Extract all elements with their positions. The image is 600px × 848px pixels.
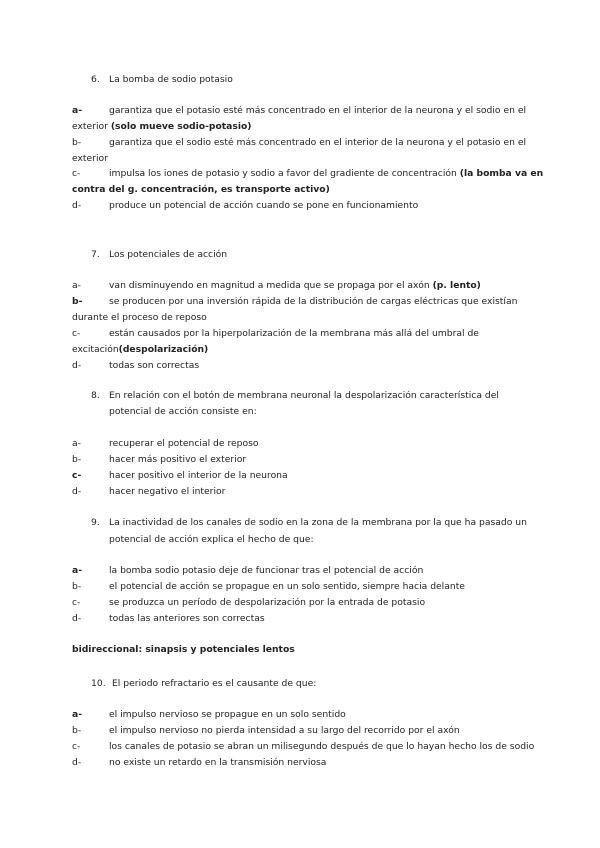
q6-option-b-cont: exterior	[72, 153, 108, 164]
q10-option-a-letter: a-	[72, 709, 83, 720]
q6-option-c-text: impulsa los iones de potasio y sodio a favor del gradiente de concentración	[109, 168, 457, 179]
q8-option-d	[72, 484, 550, 500]
q6-option-a-text: garantiza que el potasio esté más concentrado en el interior de la neurona y el sodio en el	[109, 105, 527, 116]
q10-option-a	[72, 707, 550, 723]
question-8-text-1: En relación con el botón de membrana neuronal la despolarización característica del	[109, 390, 499, 401]
q8-option-c-text: hacer positivo el interior de la neurona	[109, 470, 288, 481]
q10-option-c-text: los canales de potasio se abran un milisegundo después de que lo hayan hecho los de sodio	[109, 741, 535, 752]
question-6-number: 6.	[91, 74, 100, 85]
question-10-text: El periodo refractario es el causante de que:	[112, 678, 317, 689]
q9-option-b-letter: b-	[72, 581, 82, 592]
q7-option-c-note: (despolarización)	[118, 344, 209, 355]
q9-option-c-letter: c-	[72, 597, 81, 608]
question-10-number: 10.	[91, 678, 106, 689]
q6-option-a	[72, 103, 550, 119]
q7-option-b-continuation	[72, 310, 550, 326]
q10-option-b-text: el impulso nervioso no pierda intensidad a su largo del recorrido por el axón	[109, 725, 460, 736]
q7-option-a-note: (p. lento)	[432, 280, 481, 291]
question-9-text-1: La inactividad de los canales de sodio en la zona de la membrana por la que ha pasado un	[109, 517, 527, 528]
note-bidireccional: bidireccional: sinapsis y potenciales lentos	[72, 644, 295, 655]
q10-option-d-letter: d-	[72, 757, 82, 768]
q8-option-c	[72, 468, 550, 484]
q6-option-b-continuation	[72, 151, 550, 167]
question-8-text-2: potencial de acción consiste en:	[109, 406, 257, 417]
q10-option-b	[72, 723, 550, 739]
q6-option-c-letter: c-	[72, 168, 81, 179]
question-7-number: 7.	[91, 249, 100, 260]
q9-option-d-text: todas las anteriores son correctas	[109, 613, 265, 624]
q9-option-b-text: el potencial de acción se propague en un solo sentido, siempre hacia delante	[109, 581, 465, 592]
question-7-text: Los potenciales de acción	[109, 249, 228, 260]
q7-option-d-letter: d-	[72, 360, 82, 371]
q7-option-a-letter: a-	[72, 280, 81, 291]
q8-option-d-letter: d-	[72, 486, 82, 497]
q7-option-c-text: están causados por la hiperpolarización de la membrana más allá del umbral de	[109, 328, 479, 339]
q6-option-b-text: garantiza que el sodio esté más concentrado en el interior de la neurona y el potasio en el	[109, 137, 527, 148]
q9-option-c	[72, 595, 550, 611]
q8-option-b	[72, 452, 550, 468]
q7-option-c-continuation	[72, 342, 550, 358]
q7-option-b-text: se producen por una inversión rápida de la distribución de cargas eléctricas que existían	[109, 296, 518, 307]
q7-option-a	[72, 278, 550, 294]
question-9-text-2: potencial de acción explica el hecho de que:	[109, 534, 314, 545]
q8-option-d-text: hacer negativo el interior	[109, 486, 226, 497]
q8-option-c-letter: c-	[72, 470, 82, 481]
q7-option-b-letter: b-	[72, 296, 83, 307]
q10-option-a-text: el impulso nervioso se propague en un solo sentido	[109, 709, 346, 720]
q7-option-b	[72, 294, 550, 310]
q9-option-c-text: se produzca un período de despolarización por la entrada de potasio	[109, 597, 426, 608]
q8-option-a-letter: a-	[72, 438, 81, 449]
question-9-number: 9.	[91, 517, 100, 528]
q9-option-d-letter: d-	[72, 613, 82, 624]
q7-option-c	[72, 326, 550, 342]
q10-option-d-text: no existe un retardo en la transmisión nerviosa	[109, 757, 327, 768]
q7-option-c-cont: excitación	[72, 344, 119, 355]
q9-option-a-text: la bomba sodio potasio deje de funcionar tras el potencial de acción	[109, 565, 424, 576]
q7-option-b-cont: durante el proceso de reposo	[72, 312, 207, 323]
q8-option-b-letter: b-	[72, 454, 82, 465]
question-8-number: 8.	[91, 390, 100, 401]
q6-option-d	[72, 198, 550, 214]
q9-option-b	[72, 579, 550, 595]
question-6-text: La bomba de sodio potasio	[109, 74, 233, 85]
q10-option-d	[72, 755, 550, 771]
q10-option-c	[72, 739, 550, 755]
q6-option-c-note1: (la bomba va en	[459, 168, 544, 179]
q10-option-c-letter: c-	[72, 741, 81, 752]
q7-option-d-text: todas son correctas	[109, 360, 200, 371]
q6-option-a-letter: a-	[72, 105, 83, 116]
q6-option-a-cont: exterior	[72, 121, 108, 132]
q9-option-a-letter: a-	[72, 565, 83, 576]
q8-option-a-text: recuperar el potencial de reposo	[109, 438, 259, 449]
q6-option-d-letter: d-	[72, 200, 82, 211]
q6-option-b-letter: b-	[72, 137, 82, 148]
q6-option-c-continuation	[72, 182, 550, 198]
q7-option-a-text: van disminuyendo en magnitud a medida que se propaga por el axón	[109, 280, 430, 291]
q9-option-d	[72, 611, 550, 627]
q10-option-b-letter: b-	[72, 725, 82, 736]
q6-option-a-continuation	[72, 119, 550, 135]
q7-option-c-letter: c-	[72, 328, 81, 339]
q8-option-b-text: hacer más positivo el exterior	[109, 454, 247, 465]
q6-option-b	[72, 135, 550, 151]
q6-option-a-note: (solo mueve sodio-potasio)	[110, 121, 252, 132]
q6-option-c	[72, 166, 550, 182]
q8-option-a	[72, 436, 550, 452]
q7-option-d	[72, 358, 550, 374]
q6-option-d-text: produce un potencial de acción cuando se pone en funcionamiento	[109, 200, 419, 211]
q9-option-a	[72, 563, 550, 579]
q6-option-c-note2: contra del g. concentración, es transporte activo)	[72, 184, 330, 195]
